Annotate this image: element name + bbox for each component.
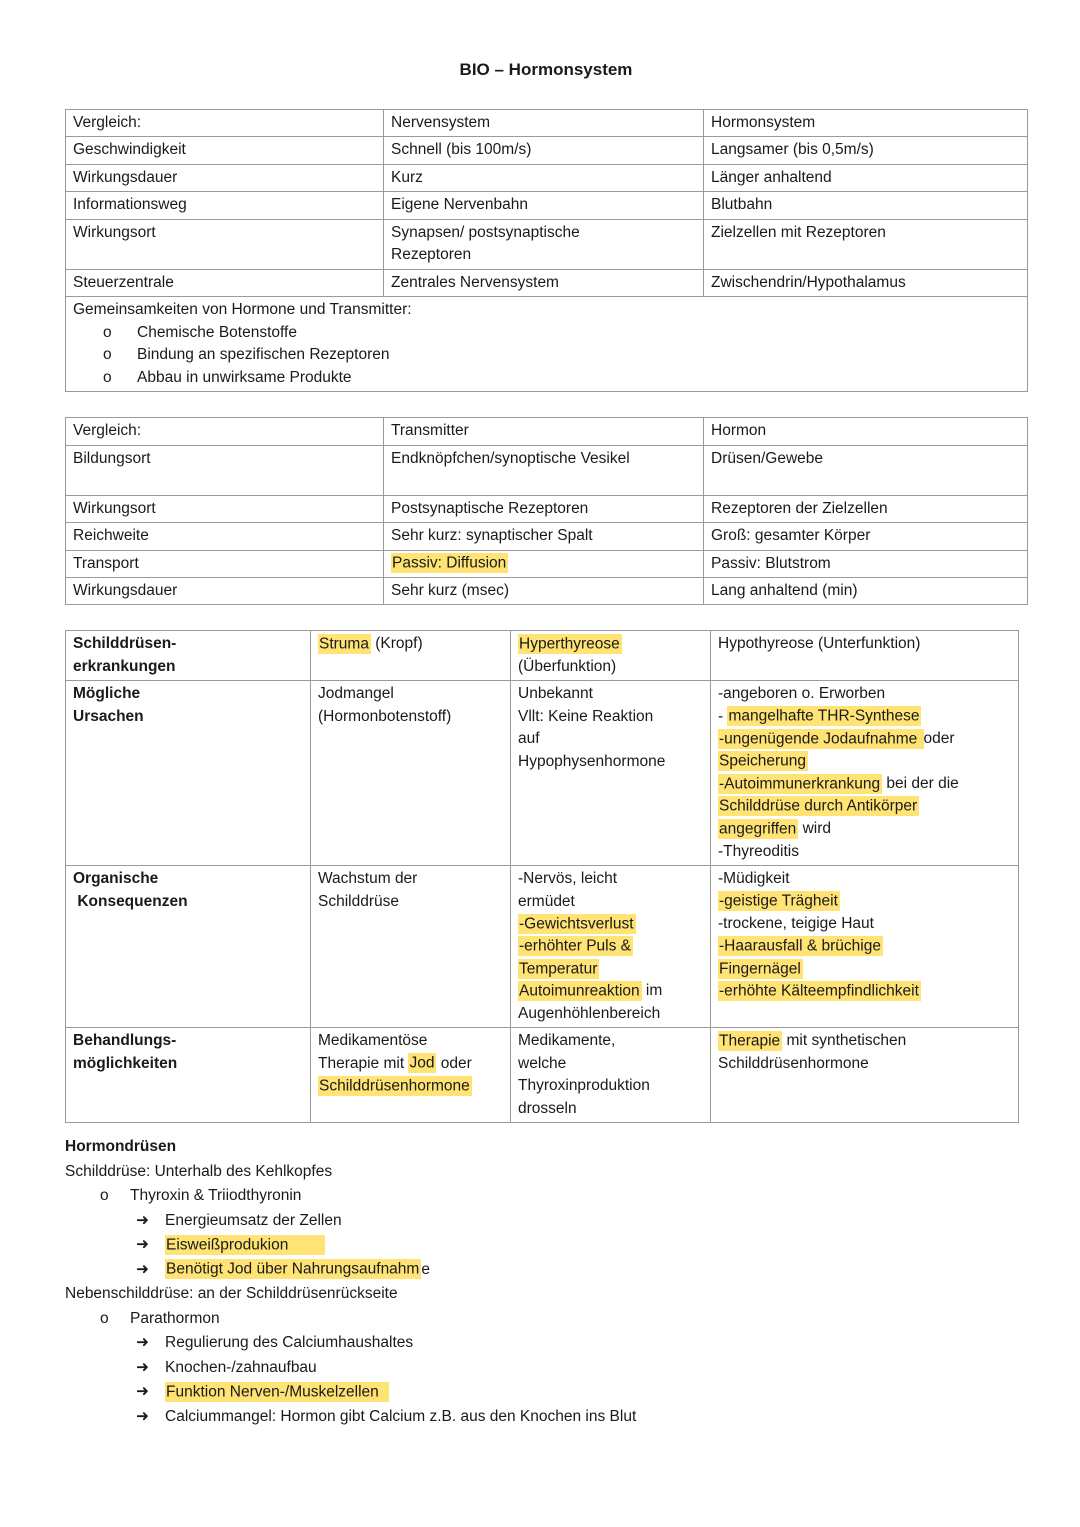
table-cell xyxy=(711,681,1019,866)
table-cell xyxy=(704,550,1028,577)
bullet-text xyxy=(165,1356,317,1380)
text-line xyxy=(718,796,1012,818)
text-segment: wird xyxy=(798,820,832,838)
text-line: Schilddrüsen- xyxy=(73,635,177,653)
text-line xyxy=(518,980,704,1002)
text-line: Unbekannt xyxy=(518,685,593,703)
table-cell xyxy=(66,445,384,495)
text-line: (Überfunktion) xyxy=(518,657,617,675)
text-line xyxy=(718,818,1012,840)
table-row xyxy=(66,866,1019,1028)
text-line xyxy=(718,773,1012,795)
text-line: ermüdet xyxy=(518,892,575,910)
text-line: Nervensystem xyxy=(391,114,491,131)
table-cell xyxy=(66,110,384,137)
bullet-line xyxy=(73,322,1021,344)
highlighted-text: Eisweißprodukion xyxy=(166,1236,323,1254)
text-line xyxy=(391,470,697,492)
text-line xyxy=(718,936,1012,958)
table-cell xyxy=(704,418,1028,445)
table-cell xyxy=(66,577,384,604)
text-line: Jodmangel xyxy=(318,685,394,703)
text-line: Rezeptoren der Zielzellen xyxy=(711,499,888,517)
text-line: -Müdigkeit xyxy=(718,870,790,888)
text-segment: oder xyxy=(923,730,955,748)
bullet-text xyxy=(130,1307,220,1331)
table-cell xyxy=(384,269,704,296)
table-row xyxy=(66,550,1028,577)
text-line: Sehr kurz (msec) xyxy=(391,581,509,599)
text-line: möglichkeiten xyxy=(73,1054,178,1072)
bullet-line xyxy=(65,1405,1027,1429)
table-cell xyxy=(511,1028,711,1123)
text-line: Endknöpfchen/synoptische Vesikel xyxy=(391,449,630,467)
highlighted-text: -Gewichtsverlust xyxy=(519,915,634,933)
table-cell xyxy=(66,164,384,191)
text-line: erkrankungen xyxy=(73,657,176,675)
text-segment: Therapie mit xyxy=(318,1054,409,1072)
table-cell xyxy=(66,1028,311,1123)
text-line xyxy=(65,1135,1027,1159)
table-cell xyxy=(704,269,1028,296)
text-line: -angeboren o. Erworben xyxy=(718,685,886,703)
text-line: Transmitter xyxy=(391,422,469,440)
text-line xyxy=(518,633,704,655)
highlighted-text: angegriffen xyxy=(719,820,797,838)
table-cell xyxy=(311,681,511,866)
text-line: Länger anhaltend xyxy=(711,168,832,186)
table-row xyxy=(66,523,1028,550)
highlighted-text: Schilddrüsenhormone xyxy=(319,1077,470,1095)
table-cell xyxy=(66,631,311,681)
text-line: Zwischendrin/Hypothalamus xyxy=(711,273,906,291)
text-segment: Chemische Botenstoffe xyxy=(137,323,297,341)
table-cell xyxy=(66,418,384,445)
highlighted-text: -geistige Trägheit xyxy=(719,892,838,910)
arrow-bullet-icon: ➜ xyxy=(136,1236,149,1254)
table-cell xyxy=(66,137,384,164)
text-line xyxy=(318,1075,504,1097)
text-line: Langsamer (bis 0,5m/s) xyxy=(711,141,874,159)
text-line: Reichweite xyxy=(73,527,149,545)
bullet-text xyxy=(165,1405,636,1429)
highlighted-text: Hyperthyreose xyxy=(519,635,620,653)
text-line: Steuerzentrale xyxy=(73,273,174,291)
text-line: (Hormonbotenstoff) xyxy=(318,707,452,725)
text-line xyxy=(718,728,1012,750)
bullet-line xyxy=(65,1307,1027,1331)
highlighted-text: Fingernägel xyxy=(719,960,801,977)
table-row xyxy=(66,445,1028,495)
arrow-bullet-icon: ➜ xyxy=(136,1260,149,1278)
highlighted-text: -Haarausfall & brüchige xyxy=(719,937,881,955)
circle-bullet-icon: o xyxy=(100,1187,109,1205)
bullet-line xyxy=(65,1380,1027,1404)
table-cell xyxy=(384,523,704,550)
text-line: Synapsen/ postsynaptische xyxy=(391,223,580,241)
text-line: Medikamentöse xyxy=(318,1032,428,1050)
table-cell xyxy=(66,219,384,269)
table-row xyxy=(66,631,1019,681)
text-line xyxy=(718,706,1012,728)
text-segment: Energieumsatz der Zellen xyxy=(165,1211,342,1229)
text-line: Schilddrüse xyxy=(318,892,399,910)
table-cell xyxy=(384,550,704,577)
text-line: Rezeptoren xyxy=(391,246,472,264)
text-line: Wirkungsort xyxy=(73,499,156,517)
highlighted-text: -Autoimmunerkrankung xyxy=(719,775,881,793)
table-cell xyxy=(704,495,1028,522)
text-line: Groß: gesamter Körper xyxy=(711,527,871,545)
bullet-line xyxy=(65,1356,1027,1380)
table-cell xyxy=(311,1028,511,1123)
arrow-bullet-icon: ➜ xyxy=(136,1358,149,1376)
text-line xyxy=(518,958,704,980)
table-cell xyxy=(704,110,1028,137)
text-segment: bei der die xyxy=(882,775,959,793)
text-segment: Parathormon xyxy=(130,1309,220,1327)
table-cell xyxy=(711,631,1019,681)
text-segment: Regulierung des Calciumhaushaltes xyxy=(165,1334,414,1352)
text-line: Wirkungsdauer xyxy=(73,168,178,186)
bullet-line xyxy=(65,1331,1027,1355)
text-line: Schilddrüsenhormone xyxy=(718,1054,869,1072)
bullet-text xyxy=(137,344,389,366)
text-line xyxy=(318,633,504,655)
text-line: Thyroxinproduktion xyxy=(518,1077,650,1095)
arrow-bullet-icon: ➜ xyxy=(136,1407,149,1425)
text-line: -Nervös, leicht xyxy=(518,870,618,888)
table-cell xyxy=(384,164,704,191)
text-line xyxy=(518,913,704,935)
bullet-line xyxy=(65,1209,1027,1233)
text-line xyxy=(718,1030,1012,1052)
bullet-text xyxy=(130,1184,301,1208)
text-line xyxy=(718,891,1012,913)
text-segment: Nebenschilddrüse: an der Schilddrüsenrückseite xyxy=(65,1285,398,1303)
arrow-bullet-icon: ➜ xyxy=(136,1383,149,1401)
table-cell xyxy=(511,681,711,866)
table-row xyxy=(66,110,1028,137)
table-row xyxy=(66,681,1019,866)
table-cell xyxy=(384,577,704,604)
text-line xyxy=(518,936,704,958)
highlighted-text: Funktion Nerven-/Muskelzellen xyxy=(166,1383,388,1401)
table-cell xyxy=(311,631,511,681)
text-line: -trockene, teigige Haut xyxy=(718,915,874,933)
text-line: Drüsen/Gewebe xyxy=(711,449,824,467)
text-line: Wirkungsort xyxy=(73,223,156,241)
table-cell xyxy=(66,495,384,522)
text-line: Schnell (bis 100m/s) xyxy=(391,141,532,159)
text-line: Mögliche xyxy=(73,685,141,703)
text-line xyxy=(318,1053,504,1075)
text-segment: Calciummangel: Hormon gibt Calcium z.B. aus den Knochen ins Blut xyxy=(165,1407,637,1425)
table-row xyxy=(66,137,1028,164)
text-segment: Hormondrüsen xyxy=(65,1138,177,1156)
circle-bullet-icon: o xyxy=(103,323,112,341)
table-cell xyxy=(704,192,1028,219)
text-segment: e xyxy=(421,1260,430,1278)
table-cell xyxy=(66,550,384,577)
text-line: Informationsweg xyxy=(73,196,187,214)
text-line: auf xyxy=(518,730,540,748)
text-line: Passiv: Blutstrom xyxy=(711,554,831,572)
text-line: Geschwindigkeit xyxy=(73,141,186,159)
highlighted-text: Therapie xyxy=(719,1032,781,1050)
table-row xyxy=(66,495,1028,522)
bullet-text xyxy=(137,322,297,344)
circle-bullet-icon: o xyxy=(103,368,112,386)
thyroid-diseases-table xyxy=(65,630,1019,1123)
text-line: welche xyxy=(518,1054,567,1072)
text-line: Behandlungs- xyxy=(73,1032,177,1050)
text-line xyxy=(718,958,1012,980)
circle-bullet-icon: o xyxy=(100,1309,109,1327)
text-line xyxy=(718,751,1012,773)
table-cell xyxy=(704,523,1028,550)
bullet-line xyxy=(65,1233,1027,1257)
highlighted-text: Jod xyxy=(409,1054,435,1072)
text-line: Sehr kurz: synaptischer Spalt xyxy=(391,527,593,545)
text-line: Blutbahn xyxy=(711,196,773,214)
text-line: Kurz xyxy=(391,168,423,186)
text-line xyxy=(718,980,1012,1002)
table-row xyxy=(66,577,1028,604)
text-line: Hypothyreose (Unterfunktion) xyxy=(718,635,921,653)
table-row xyxy=(66,192,1028,219)
text-line: Augenhöhlenbereich xyxy=(518,1004,661,1022)
table-cell xyxy=(66,866,311,1028)
table-cell xyxy=(384,418,704,445)
circle-bullet-icon: o xyxy=(103,346,112,364)
text-line: Gemeinsamkeiten von Hormone und Transmitter: xyxy=(73,301,412,319)
text-line: Vergleich: xyxy=(73,114,142,131)
text-line: Postsynaptische Rezeptoren xyxy=(391,499,589,517)
bullet-text xyxy=(165,1209,342,1233)
table-row xyxy=(66,219,1028,269)
text-line: Hormonsystem xyxy=(711,114,816,131)
table-cell xyxy=(384,110,704,137)
table-cell xyxy=(511,866,711,1028)
text-line: Eigene Nervenbahn xyxy=(391,196,529,214)
text-line: Medikamente, xyxy=(518,1032,616,1050)
text-line xyxy=(391,553,697,575)
transmitter-vs-hormone-table xyxy=(65,417,1028,605)
text-line: -Thyreoditis xyxy=(718,842,799,860)
table-row xyxy=(66,418,1028,445)
text-line: Wachstum der xyxy=(318,870,418,888)
arrow-bullet-icon: ➜ xyxy=(136,1211,149,1229)
table-row xyxy=(66,1028,1019,1123)
bullet-line xyxy=(73,367,1021,389)
text-line: Ursachen xyxy=(73,707,144,725)
text-line: Transport xyxy=(73,554,139,572)
text-segment: (Kropf) xyxy=(370,635,423,653)
text-line: Konsequenzen xyxy=(73,892,188,910)
highlighted-text: Benötigt Jod über Nahrungsaufnahm xyxy=(166,1260,420,1278)
bullet-line xyxy=(73,344,1021,366)
text-segment: mit synthetischen xyxy=(782,1032,907,1050)
text-segment: im xyxy=(641,982,663,1000)
highlighted-text: Passiv: Diffusion xyxy=(392,554,507,572)
bullet-line xyxy=(65,1258,1027,1282)
text-line: Zielzellen mit Rezeptoren xyxy=(711,223,886,241)
highlighted-text: Autoimunreaktion xyxy=(519,982,640,1000)
table-cell xyxy=(704,577,1028,604)
bullet-text xyxy=(165,1258,430,1282)
table-cell xyxy=(704,445,1028,495)
page-title: BIO – Hormonsystem xyxy=(459,60,633,79)
arrow-bullet-icon: ➜ xyxy=(136,1334,149,1352)
text-segment: Bindung an spezifischen Rezeptoren xyxy=(137,346,390,364)
highlighted-text: Schilddrüse durch Antikörper xyxy=(719,797,918,815)
hormone-glands-section xyxy=(65,1135,1027,1429)
text-line: Hypophysenhormone xyxy=(518,752,666,770)
text-segment: Abbau in unwirksame Produkte xyxy=(137,368,352,386)
table-row xyxy=(66,297,1028,392)
table-row xyxy=(66,164,1028,191)
table-cell xyxy=(66,269,384,296)
table-cell xyxy=(384,137,704,164)
text-line: Bildungsort xyxy=(73,449,151,467)
text-segment: oder xyxy=(436,1054,472,1072)
table-cell xyxy=(704,137,1028,164)
text-line: Vllt: Keine Reaktion xyxy=(518,707,654,725)
nervous-vs-hormone-table xyxy=(65,109,1028,392)
text-line: Zentrales Nervensystem xyxy=(391,273,559,291)
table-cell xyxy=(704,219,1028,269)
table-cell xyxy=(311,866,511,1028)
table-cell xyxy=(66,192,384,219)
text-line: Vergleich: xyxy=(73,422,142,440)
highlighted-text: Temperatur xyxy=(519,960,598,977)
text-segment: Thyroxin & Triiodthyronin xyxy=(130,1187,302,1205)
table-cell xyxy=(711,866,1019,1028)
table-cell xyxy=(66,297,1028,392)
highlighted-text: Speicherung xyxy=(719,752,807,770)
text-segment: Schilddrüse: Unterhalb des Kehlkopfes xyxy=(65,1162,333,1180)
text-line: drosseln xyxy=(518,1099,577,1117)
table-row xyxy=(66,269,1028,296)
text-line: Lang anhaltend (min) xyxy=(711,581,858,599)
bullet-text xyxy=(165,1233,325,1257)
bullet-text xyxy=(165,1380,389,1404)
table-cell xyxy=(66,681,311,866)
text-line xyxy=(65,1160,1027,1184)
table-cell xyxy=(384,445,704,495)
bullet-text xyxy=(165,1331,413,1355)
table-cell xyxy=(704,164,1028,191)
text-line: Organische xyxy=(73,870,159,888)
bullet-text xyxy=(137,367,352,389)
table-cell xyxy=(66,523,384,550)
highlighted-text: -erhöhter Puls & xyxy=(519,937,631,955)
table-cell xyxy=(384,219,704,269)
highlighted-text: Struma xyxy=(319,635,369,653)
text-line xyxy=(65,1282,1027,1306)
highlighted-text: -ungenügende Jodaufnahme xyxy=(719,730,922,748)
bullet-line xyxy=(65,1184,1027,1208)
table-cell xyxy=(384,192,704,219)
table-cell xyxy=(711,1028,1019,1123)
text-line: Wirkungsdauer xyxy=(73,581,178,599)
text-segment: Knochen-/zahnaufbau xyxy=(165,1358,317,1376)
highlighted-text: -erhöhte Kälteempfindlichkeit xyxy=(719,982,919,1000)
text-segment: - xyxy=(718,707,728,725)
table-cell xyxy=(511,631,711,681)
table-cell xyxy=(384,495,704,522)
text-line: Hormon xyxy=(711,422,767,440)
highlighted-text: mangelhafte THR-Synthese xyxy=(728,707,920,725)
